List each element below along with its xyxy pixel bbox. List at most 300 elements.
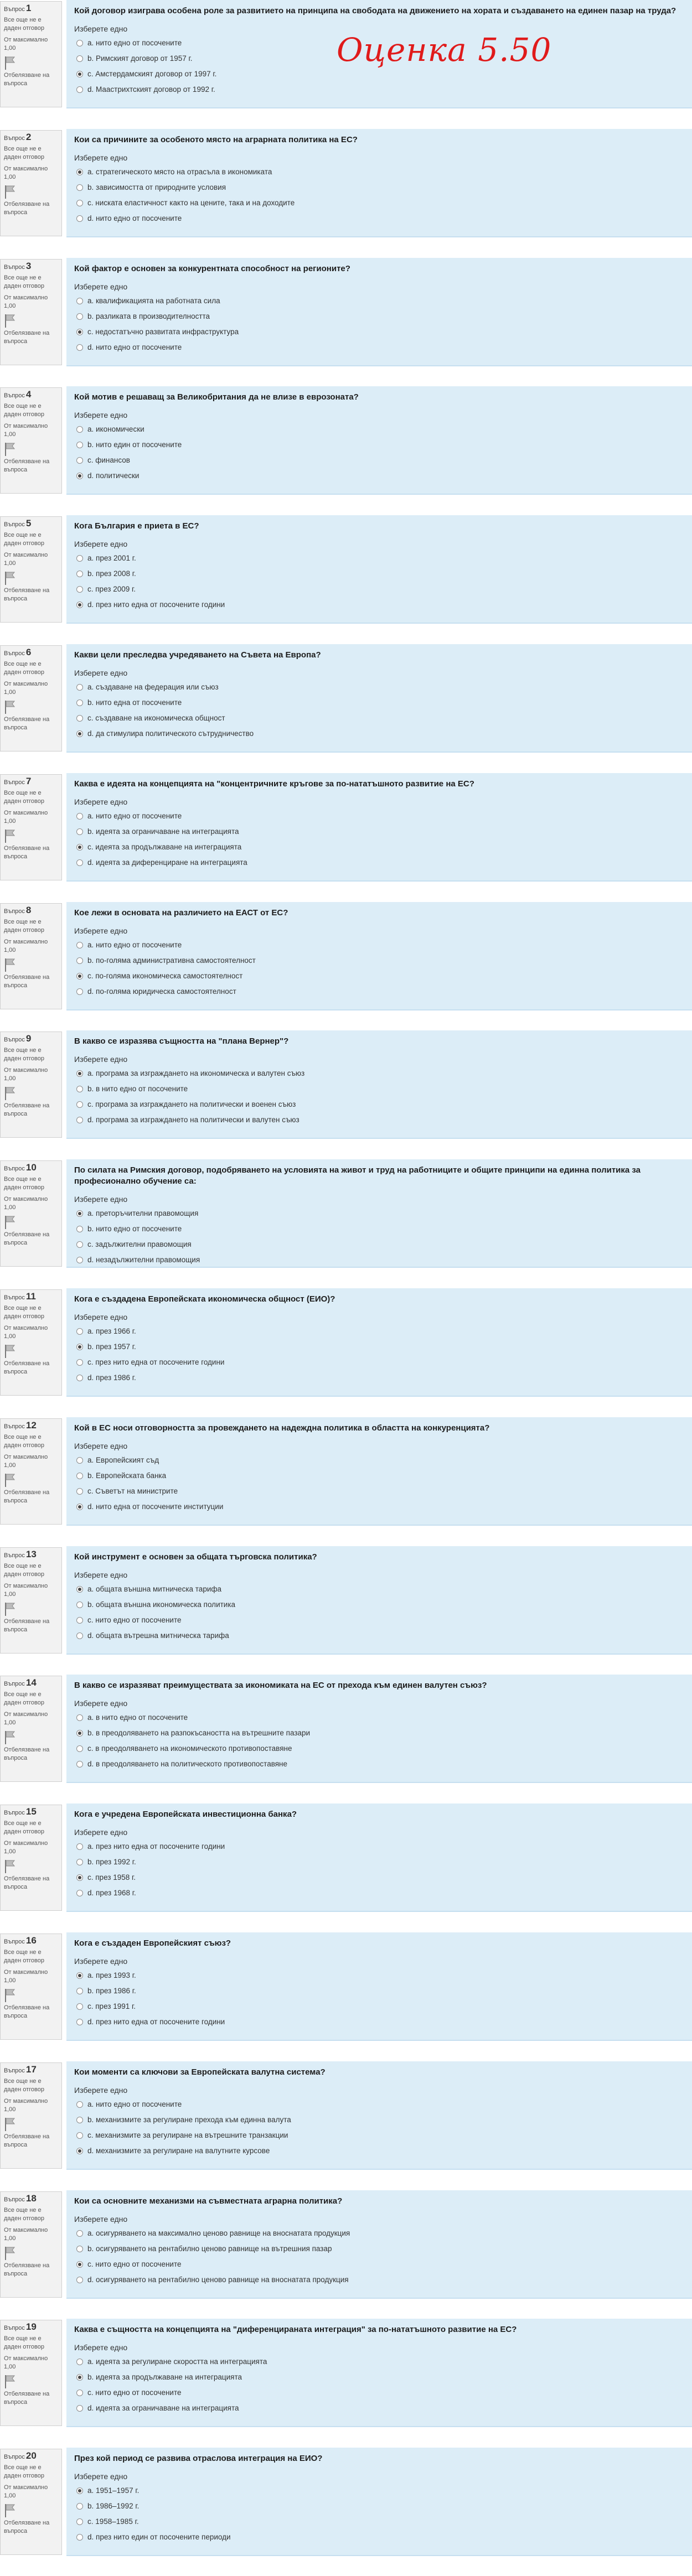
answer-option[interactable]: [74, 66, 684, 82]
answer-option-label[interactable]: b. механизмите за регулиране прехода към единна валута: [87, 2116, 291, 2124]
radio-button[interactable]: [76, 1210, 83, 1217]
radio-button[interactable]: [76, 200, 83, 206]
answer-option[interactable]: [74, 1999, 684, 2014]
radio-button[interactable]: [76, 942, 83, 948]
answer-option[interactable]: [74, 984, 684, 999]
answer-option[interactable]: [74, 1066, 684, 1081]
answer-option-label[interactable]: d. нито едно от посочените: [87, 214, 182, 222]
answer-status: Все още не е даден отговор: [4, 1820, 44, 1835]
answer-option[interactable]: [74, 680, 684, 695]
answer-option[interactable]: [74, 1112, 684, 1128]
radio-button[interactable]: [76, 2230, 83, 2237]
answer-option[interactable]: [74, 1968, 684, 1983]
flag-question-link[interactable]: Отбелязване на въпроса: [4, 845, 50, 860]
answer-option-label[interactable]: b. в преодоляването на разпокъсаността на вътрешните пазари: [87, 1729, 311, 1737]
question-block: [0, 644, 692, 760]
answer-option-label[interactable]: a. в нито едно от посочените: [87, 1713, 188, 1722]
answer-option[interactable]: [74, 164, 684, 180]
answer-option[interactable]: [74, 2226, 684, 2241]
flag-question-link[interactable]: Отбелязване на въпроса: [4, 458, 50, 473]
flag-question-link[interactable]: Отбелязване на въпроса: [4, 1489, 50, 1504]
question-label: Въпрос: [4, 2196, 25, 2203]
flag-question-link[interactable]: Отбелязване на въпроса: [4, 2004, 50, 2019]
answer-option[interactable]: [74, 2514, 684, 2530]
flag-icon[interactable]: [4, 1602, 16, 1616]
flag-icon[interactable]: [4, 700, 16, 714]
answer-option[interactable]: [74, 2257, 684, 2272]
answer-option-label[interactable]: b. общата външна икономическа политика: [87, 1600, 236, 1609]
answer-option-label[interactable]: d. през нито един от посочените периоди: [87, 2533, 231, 2541]
answer-option-label[interactable]: b. Европейската банка: [87, 1471, 167, 1480]
answer-option[interactable]: [74, 309, 684, 324]
answer-option[interactable]: [74, 2128, 684, 2143]
answer-option-label[interactable]: a. квалификацията на работната сила: [87, 297, 220, 305]
answer-option-label[interactable]: a. нито едно от посочените: [87, 812, 182, 820]
answer-option[interactable]: [74, 2499, 684, 2514]
answer-option[interactable]: [74, 1339, 684, 1355]
radio-button[interactable]: [76, 1843, 83, 1850]
radio-button[interactable]: [76, 813, 83, 820]
answer-option[interactable]: [74, 1710, 684, 1725]
answer-option-label[interactable]: b. осигуряването на рентабилно ценово равнище на вътрешния пазар: [87, 2245, 332, 2253]
radio-button[interactable]: [76, 169, 83, 175]
answer-option-label[interactable]: c. създаване на икономическа общност: [87, 714, 225, 722]
question-number: 19: [25, 2321, 37, 2332]
radio-button[interactable]: [76, 2503, 83, 2510]
answer-option[interactable]: [74, 437, 684, 453]
flag-question-link[interactable]: Отбелязване на въпроса: [4, 2520, 50, 2534]
answer-option[interactable]: [74, 1484, 684, 1499]
answer-option-label[interactable]: d. нито една от посочените институции: [87, 1502, 224, 1511]
radio-button[interactable]: [76, 2101, 83, 2108]
question-info: [0, 774, 62, 880]
radio-button[interactable]: [76, 1226, 83, 1232]
radio-button[interactable]: [76, 457, 83, 464]
radio-button[interactable]: [76, 55, 83, 62]
answer-option-label[interactable]: d. осигуряването на рентабилно ценово равнище на вноснатата продукция: [87, 2276, 349, 2284]
answer-option[interactable]: [74, 824, 684, 839]
answer-option-label[interactable]: a. през 2001 г.: [87, 554, 136, 562]
answer-option-label[interactable]: d. през 1986 г.: [87, 1373, 136, 1382]
question-label: Въпрос: [4, 1939, 25, 1945]
answer-option-label[interactable]: a. програма за изграждането на икономическа и валутен съюз: [87, 1069, 305, 1077]
radio-button[interactable]: [76, 1457, 83, 1464]
radio-button[interactable]: [76, 1344, 83, 1350]
answer-option[interactable]: [74, 808, 684, 824]
radio-button[interactable]: [76, 473, 83, 479]
answer-option-label[interactable]: c. Съветът на министрите: [87, 1487, 178, 1495]
radio-button[interactable]: [76, 2277, 83, 2283]
flag-icon[interactable]: [4, 1730, 16, 1745]
answer-option-label[interactable]: b. Римският договор от 1957 г.: [87, 54, 193, 63]
radio-button[interactable]: [76, 2518, 83, 2525]
answer-option-label[interactable]: c. в преодоляването на икономическото противопоставяне: [87, 1744, 292, 1753]
answer-option-label[interactable]: b. в нито едно от посочените: [87, 1085, 188, 1093]
flag-question-link[interactable]: Отбелязване на въпроса: [4, 1875, 50, 1890]
answer-option[interactable]: [74, 2385, 684, 2401]
question-number-row: [4, 648, 59, 658]
answer-option-label[interactable]: b. 1986–1992 г.: [87, 2502, 140, 2510]
answer-option-label[interactable]: b. зависимостта от природните условия: [87, 183, 226, 191]
radio-button[interactable]: [76, 426, 83, 433]
radio-button[interactable]: [76, 1070, 83, 1077]
answer-option[interactable]: [74, 711, 684, 726]
answer-option[interactable]: [74, 1453, 684, 1468]
answer-option-label[interactable]: c. недостатъчно развитата инфраструктура: [87, 328, 239, 336]
radio-button[interactable]: [76, 1714, 83, 1721]
answer-option-label[interactable]: a. икономически: [87, 425, 144, 433]
flag-question-link[interactable]: Отбелязване на въпроса: [4, 716, 50, 731]
answer-option[interactable]: [74, 195, 684, 211]
answer-option[interactable]: [74, 1221, 684, 1237]
answer-option-label[interactable]: c. 1958–1985 г.: [87, 2517, 139, 2526]
answer-option[interactable]: [74, 726, 684, 742]
answer-option[interactable]: [74, 1370, 684, 1386]
answer-option[interactable]: [74, 2370, 684, 2385]
radio-button[interactable]: [76, 71, 83, 77]
flag-icon[interactable]: [4, 2117, 16, 2132]
radio-button[interactable]: [76, 2534, 83, 2541]
answer-option-label[interactable]: d. нито едно от посочените: [87, 343, 182, 351]
radio-button[interactable]: [76, 1488, 83, 1495]
flag-icon[interactable]: [4, 56, 16, 70]
answer-option-label[interactable]: c. програма за изграждането на политически и военен съюз: [87, 1100, 296, 1108]
flag-icon[interactable]: [4, 1344, 16, 1359]
answer-option-label[interactable]: a. нито едно от посочените: [87, 39, 182, 47]
answer-option[interactable]: [74, 1582, 684, 1597]
answer-option-label[interactable]: a. 1951–1957 г.: [87, 2486, 140, 2495]
answer-option-label[interactable]: d. идеята за ограничаване на интеграцията: [87, 2404, 239, 2412]
answer-option-label[interactable]: d. незадължителни правомощия: [87, 1256, 200, 1264]
radio-button[interactable]: [76, 1086, 83, 1092]
answer-option-label[interactable]: c. нито едно от посочените: [87, 2388, 182, 2397]
radio-button[interactable]: [76, 2405, 83, 2412]
radio-button[interactable]: [76, 442, 83, 448]
answer-option[interactable]: [74, 1885, 684, 1901]
answer-option-label[interactable]: c. по-голяма икономическа самостоятелност: [87, 972, 243, 980]
radio-button[interactable]: [76, 215, 83, 222]
radio-button[interactable]: [76, 586, 83, 593]
question-number: 2: [25, 132, 32, 142]
flag-question-link[interactable]: Отбелязване на въпроса: [4, 1360, 50, 1375]
answer-option-label[interactable]: b. по-голяма административна самостоятелност: [87, 956, 256, 965]
radio-button[interactable]: [76, 2019, 83, 2025]
answer-option-label[interactable]: a. през 1966 г.: [87, 1327, 136, 1335]
answer-option[interactable]: [74, 2112, 684, 2128]
radio-button[interactable]: [76, 40, 83, 46]
answer-option[interactable]: [74, 2401, 684, 2416]
answer-option[interactable]: [74, 2483, 684, 2499]
answer-option[interactable]: [74, 1854, 684, 1870]
answer-option-label[interactable]: a. идеята за регулиране скоростта на интеграцията: [87, 2357, 267, 2366]
radio-button[interactable]: [76, 571, 83, 577]
radio-button[interactable]: [76, 957, 83, 964]
answer-option-label[interactable]: a. през нито една от посочените години: [87, 1842, 225, 1851]
answer-option-label[interactable]: d. да стимулира политическото сътрудничество: [87, 729, 254, 738]
flag-question-link[interactable]: Отбелязване на въпроса: [4, 587, 50, 602]
radio-button[interactable]: [76, 1328, 83, 1335]
answer-option[interactable]: [74, 566, 684, 582]
radio-button[interactable]: [76, 344, 83, 351]
answer-option-label[interactable]: c. нито едно от посочените: [87, 2260, 182, 2268]
question-number: 16: [25, 1935, 37, 1946]
answer-option[interactable]: [74, 2014, 684, 2030]
answer-option[interactable]: [74, 1206, 684, 1221]
answer-option-label[interactable]: b. нито едно от посочените: [87, 1225, 182, 1233]
answer-option[interactable]: [74, 468, 684, 484]
answer-option[interactable]: [74, 324, 684, 340]
radio-button[interactable]: [76, 1632, 83, 1639]
answer-option[interactable]: [74, 1468, 684, 1484]
answer-option[interactable]: [74, 2097, 684, 2112]
radio-button[interactable]: [76, 1359, 83, 1366]
radio-button[interactable]: [76, 1890, 83, 1896]
radio-button[interactable]: [76, 715, 83, 722]
radio-button[interactable]: [76, 1473, 83, 1479]
answer-option-label[interactable]: b. нито един от посочените: [87, 440, 182, 449]
question-number-row: [4, 1034, 59, 1044]
answer-option-label[interactable]: d. през нито една от посочените години: [87, 600, 225, 609]
flag-question-link[interactable]: Отбелязване на въпроса: [4, 330, 50, 345]
answer-option[interactable]: [74, 1237, 684, 1252]
radio-button[interactable]: [76, 1730, 83, 1737]
answer-option-label[interactable]: a. Европейският съд: [87, 1456, 159, 1464]
answer-option[interactable]: [74, 211, 684, 226]
radio-button[interactable]: [76, 2148, 83, 2154]
flag-icon[interactable]: [4, 1473, 16, 1487]
answer-option-label[interactable]: a. общата външна митническа тарифа: [87, 1585, 221, 1593]
answer-status: Все още не е даден отговор: [4, 1949, 44, 1964]
answer-option[interactable]: [74, 695, 684, 711]
answer-option-label[interactable]: c. нито едно от посочените: [87, 1616, 182, 1624]
question-number-row: [4, 4, 59, 14]
flag-icon[interactable]: [4, 185, 16, 199]
radio-button[interactable]: [76, 1257, 83, 1263]
answer-option-label[interactable]: a. нито едно от посочените: [87, 2100, 182, 2108]
flag-question-link[interactable]: Отбелязване на въпроса: [4, 201, 50, 216]
answer-option[interactable]: [74, 1725, 684, 1741]
answer-option[interactable]: [74, 2272, 684, 2288]
flag-question-link[interactable]: Отбелязване на въпроса: [4, 72, 50, 87]
answer-option[interactable]: [74, 1613, 684, 1628]
question-label: Въпрос: [4, 2067, 25, 2074]
radio-button[interactable]: [76, 684, 83, 691]
radio-button[interactable]: [76, 1117, 83, 1123]
answer-option-label[interactable]: c. Амстердамският договор от 1997 г.: [87, 70, 217, 78]
answer-option[interactable]: [74, 1839, 684, 1854]
answer-option-label[interactable]: d. общата вътрешна митническа тарифа: [87, 1631, 229, 1640]
answer-option[interactable]: [74, 180, 684, 195]
answer-option[interactable]: [74, 2241, 684, 2257]
answer-option[interactable]: [74, 1499, 684, 1515]
answer-option-label[interactable]: c. през 1958 г.: [87, 1873, 136, 1882]
radio-button[interactable]: [76, 1874, 83, 1881]
answer-option[interactable]: [74, 1355, 684, 1370]
answer-option[interactable]: [74, 2530, 684, 2545]
choose-one-prompt: Изберете едно: [74, 1442, 128, 1450]
flag-question-link[interactable]: Отбелязване на въпроса: [4, 1746, 50, 1761]
answer-option-label[interactable]: b. през 2008 г.: [87, 569, 136, 578]
answer-status: Все още не е даден отговор: [4, 2464, 44, 2479]
flag-question-link[interactable]: Отбелязване на въпроса: [4, 2391, 50, 2406]
answer-option-label[interactable]: d. политически: [87, 471, 140, 480]
radio-button[interactable]: [76, 1988, 83, 1994]
answer-option[interactable]: [74, 340, 684, 355]
radio-button[interactable]: [76, 555, 83, 562]
flag-icon[interactable]: [4, 2246, 16, 2261]
radio-button[interactable]: [76, 1761, 83, 1768]
answer-option-label[interactable]: d. през 1968 г.: [87, 1889, 136, 1897]
flag-icon[interactable]: [4, 1086, 16, 1101]
radio-button[interactable]: [76, 828, 83, 835]
answer-option-label[interactable]: c. през нито една от посочените години: [87, 1358, 225, 1366]
radio-button[interactable]: [76, 329, 83, 335]
radio-button[interactable]: [76, 184, 83, 191]
answer-option[interactable]: [74, 582, 684, 597]
answer-option[interactable]: [74, 968, 684, 984]
radio-button[interactable]: [76, 2003, 83, 2010]
radio-button[interactable]: [76, 86, 83, 93]
radio-button[interactable]: [76, 2390, 83, 2396]
radio-button[interactable]: [76, 1972, 83, 1979]
answer-option-label[interactable]: b. през 1986 г.: [87, 1987, 136, 1995]
radio-button[interactable]: [76, 2359, 83, 2365]
answer-option[interactable]: [74, 1097, 684, 1112]
answer-option[interactable]: [74, 1756, 684, 1772]
answer-option[interactable]: [74, 1628, 684, 1644]
answer-option-label[interactable]: a. осигуряването на максимално ценово равнище на вноснатата продукция: [87, 2229, 350, 2237]
answer-option-label[interactable]: a. през 1993 г.: [87, 1971, 136, 1979]
answer-option-label[interactable]: c. механизмите за регулиране на вътрешните транзакции: [87, 2131, 288, 2139]
radio-button[interactable]: [76, 2246, 83, 2252]
answer-option-label[interactable]: d. механизмите за регулиране на валутните курсове: [87, 2147, 270, 2155]
answer-option-label[interactable]: b. през 1957 г.: [87, 1343, 136, 1351]
answer-option[interactable]: [74, 2354, 684, 2370]
flag-question-link[interactable]: Отбелязване на въпроса: [4, 2133, 50, 2148]
answer-option-label[interactable]: c. през 1991 г.: [87, 2002, 136, 2010]
answer-option[interactable]: [74, 597, 684, 613]
answer-option[interactable]: [74, 1597, 684, 1613]
radio-button[interactable]: [76, 988, 83, 995]
answer-option-label[interactable]: a. преторъчителни правомощия: [87, 1209, 199, 1217]
flag-question-link[interactable]: Отбелязване на въпроса: [4, 1102, 50, 1117]
answer-option-label[interactable]: d. Маастрихтският договор от 1992 г.: [87, 85, 215, 94]
radio-button[interactable]: [76, 730, 83, 737]
flag-question-link[interactable]: Отбелязване на въпроса: [4, 2262, 50, 2277]
radio-button[interactable]: [76, 2117, 83, 2123]
answer-option[interactable]: [74, 82, 684, 97]
flag-icon[interactable]: [4, 958, 16, 972]
answer-option[interactable]: [74, 1081, 684, 1097]
answer-option[interactable]: [74, 1983, 684, 1999]
answer-option[interactable]: [74, 937, 684, 953]
answer-option[interactable]: [74, 2143, 684, 2159]
radio-button[interactable]: [76, 313, 83, 320]
flag-icon[interactable]: [4, 2504, 16, 2518]
answer-option-label[interactable]: c. идеята за продължаване на интеграцията: [87, 843, 242, 851]
flag-icon[interactable]: [4, 571, 16, 585]
answer-option-label[interactable]: a. стратегическото място на отрасъла в икономиката: [87, 168, 272, 176]
answer-option[interactable]: [74, 855, 684, 870]
radio-button[interactable]: [76, 699, 83, 706]
flag-icon[interactable]: [4, 2375, 16, 2389]
question-number-row: [4, 390, 59, 400]
radio-button[interactable]: [76, 1859, 83, 1865]
radio-button[interactable]: [76, 1241, 83, 1248]
answer-option[interactable]: [74, 1741, 684, 1756]
flag-question-link[interactable]: Отбелязване на въпроса: [4, 1231, 50, 1246]
question-info: [0, 2062, 62, 2169]
question-text: Кое лежи в основата на различието на ЕАСТ от ЕС?: [74, 908, 288, 918]
question-number: 9: [25, 1033, 32, 1044]
radio-button[interactable]: [76, 973, 83, 979]
answer-option-label[interactable]: b. идеята за ограничаване на интеграцията: [87, 827, 239, 836]
question-content: [66, 1159, 692, 1268]
answer-option[interactable]: [74, 953, 684, 968]
answer-option[interactable]: [74, 453, 684, 468]
answer-option-label[interactable]: a. нито едно от посочените: [87, 941, 182, 949]
answer-option-label[interactable]: b. идеята за продължаване на интеграцията: [87, 2373, 242, 2381]
flag-icon[interactable]: [4, 1988, 16, 2003]
answer-option-label[interactable]: d. по-голяма юридическа самостоятелност: [87, 987, 236, 996]
answer-option[interactable]: [74, 551, 684, 566]
answer-option[interactable]: [74, 422, 684, 437]
radio-button[interactable]: [76, 1586, 83, 1593]
answer-option-label[interactable]: d. идеята за диференциране на интеграцията: [87, 858, 247, 867]
answer-option-label[interactable]: b. нито една от посочените: [87, 698, 182, 707]
radio-button[interactable]: [76, 2374, 83, 2381]
flag-icon[interactable]: [4, 829, 16, 843]
answer-option[interactable]: [74, 293, 684, 309]
answer-option-label[interactable]: b. през 1992 г.: [87, 1858, 136, 1866]
flag-icon[interactable]: [4, 1859, 16, 1874]
answer-option-label[interactable]: c. финансов: [87, 456, 130, 464]
answer-option-label[interactable]: c. през 2009 г.: [87, 585, 136, 593]
radio-button[interactable]: [76, 2487, 83, 2494]
answer-option[interactable]: [74, 1324, 684, 1339]
radio-button[interactable]: [76, 1617, 83, 1624]
radio-button[interactable]: [76, 298, 83, 304]
radio-button[interactable]: [76, 2261, 83, 2268]
answer-option-label[interactable]: c. ниската еластичност както на цените, така и на доходите: [87, 199, 295, 207]
radio-button[interactable]: [76, 2132, 83, 2139]
radio-button[interactable]: [76, 1601, 83, 1608]
flag-question-link[interactable]: Отбелязване на въпроса: [4, 974, 50, 989]
answer-option-label[interactable]: b. разликата в производителността: [87, 312, 210, 320]
answer-option[interactable]: [74, 1252, 684, 1268]
question-block: [0, 2190, 692, 2307]
answer-option-label[interactable]: a. създаване на федерация или съюз: [87, 683, 219, 691]
flag-icon[interactable]: [4, 314, 16, 328]
question-info: [0, 1418, 62, 1525]
radio-button[interactable]: [76, 1745, 83, 1752]
radio-button[interactable]: [76, 1504, 83, 1510]
answer-option[interactable]: [74, 839, 684, 855]
answer-option[interactable]: [74, 1870, 684, 1885]
radio-button[interactable]: [76, 859, 83, 866]
flag-icon[interactable]: [4, 442, 16, 457]
radio-button[interactable]: [76, 844, 83, 851]
answer-option-label[interactable]: d. програма за изграждането на политически и валутен съюз: [87, 1116, 299, 1124]
radio-button[interactable]: [76, 1101, 83, 1108]
answer-option-label[interactable]: d. през нито една от посочените години: [87, 2018, 225, 2026]
radio-button[interactable]: [76, 602, 83, 608]
flag-question-link[interactable]: Отбелязване на въпроса: [4, 1618, 50, 1633]
radio-button[interactable]: [76, 1375, 83, 1381]
answer-option-label[interactable]: d. в преодоляването на политическото противопоставяне: [87, 1760, 287, 1768]
answer-option-label[interactable]: c. задължителни правомощия: [87, 1240, 192, 1248]
flag-icon[interactable]: [4, 1215, 16, 1230]
